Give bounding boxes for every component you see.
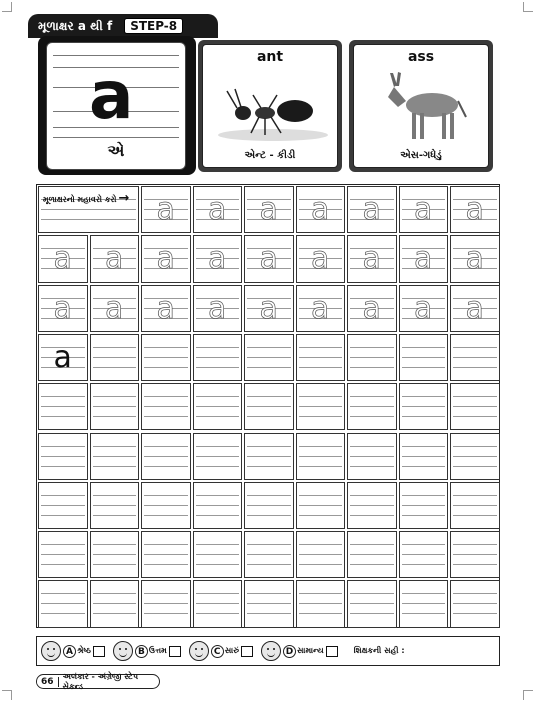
practice-cell[interactable] [90, 383, 140, 430]
practice-cell[interactable] [347, 482, 397, 529]
page-number: 66 [37, 677, 59, 687]
practice-cell[interactable] [141, 186, 191, 233]
crop-mark [523, 690, 533, 700]
trace-letter: a [414, 192, 433, 227]
page-footer [36, 671, 160, 691]
crop-mark [523, 2, 533, 12]
picture-card-ass [349, 40, 493, 172]
practice-cell[interactable] [296, 235, 346, 282]
trace-letter: a [259, 290, 278, 326]
trace-letter: a [259, 192, 278, 227]
crop-mark [2, 2, 12, 12]
trace-letter: a [259, 241, 278, 277]
practice-cell[interactable] [347, 334, 397, 381]
practice-cell[interactable] [141, 334, 191, 381]
practice-cell[interactable] [450, 186, 500, 233]
practice-cell[interactable] [296, 383, 346, 430]
practice-cell[interactable] [399, 186, 449, 233]
practice-cell[interactable] [193, 433, 243, 480]
trace-letter: a [465, 290, 484, 326]
practice-cell[interactable] [90, 334, 140, 381]
arrow-right-icon: → [118, 191, 130, 206]
practice-cell[interactable] [193, 580, 243, 627]
practice-cell[interactable] [450, 433, 500, 480]
practice-cell[interactable] [38, 285, 88, 332]
grade-label: શ્રેષ્ઠ [77, 646, 91, 655]
practice-cell[interactable] [244, 186, 294, 233]
letter-card [46, 42, 186, 170]
practice-cell[interactable] [347, 383, 397, 430]
instruction-cell [38, 186, 139, 233]
trace-letter: a [465, 192, 484, 227]
grade-label: સારું [224, 646, 240, 655]
practice-cell[interactable] [193, 334, 243, 381]
practice-cell[interactable] [38, 383, 88, 430]
practice-cell[interactable] [399, 580, 449, 627]
picture-caption: એસ-ગધેડું [400, 150, 442, 161]
trace-letter: a [53, 241, 72, 277]
practice-cell[interactable] [90, 580, 140, 627]
practice-cell[interactable] [193, 186, 243, 233]
trace-letter: a [362, 241, 381, 277]
trace-letter: a [105, 290, 124, 326]
practice-cell[interactable] [38, 580, 88, 627]
practice-cell[interactable] [347, 531, 397, 578]
smiley-face-icon [113, 641, 133, 661]
practice-cell[interactable] [244, 580, 294, 627]
practice-cell[interactable] [141, 235, 191, 282]
trace-letter: a [362, 192, 381, 227]
trace-letter: a [156, 290, 175, 326]
practice-cell[interactable] [38, 482, 88, 529]
big-letter: a [89, 57, 134, 134]
instruction-label: મૂળાક્ષરનો મહાવરો કરો [43, 195, 117, 204]
practice-cell[interactable] [244, 482, 294, 529]
practice-cell[interactable] [141, 531, 191, 578]
practice-cell[interactable] [399, 482, 449, 529]
practice-cell[interactable] [450, 235, 500, 282]
trace-letter: a [414, 241, 433, 277]
practice-cell[interactable] [296, 531, 346, 578]
grading-footer [36, 636, 500, 666]
trace-letter: a [208, 192, 227, 227]
practice-cell[interactable] [244, 334, 294, 381]
trace-letter: a [156, 241, 175, 277]
practice-cell[interactable] [296, 433, 346, 480]
smiley-face-icon [189, 641, 209, 661]
practice-cell[interactable] [38, 334, 88, 381]
practice-cell[interactable] [244, 235, 294, 282]
practice-cell[interactable] [450, 383, 500, 430]
grade-checkbox[interactable] [169, 646, 181, 657]
practice-cell[interactable] [399, 433, 449, 480]
practice-cell[interactable] [193, 235, 243, 282]
practice-cell[interactable] [141, 383, 191, 430]
grade-checkbox[interactable] [241, 646, 253, 657]
practice-cell[interactable] [399, 285, 449, 332]
practice-cell[interactable] [347, 235, 397, 282]
trace-letter: a [53, 290, 72, 326]
practice-cell[interactable] [193, 531, 243, 578]
practice-cell[interactable] [141, 482, 191, 529]
practice-cell[interactable] [38, 531, 88, 578]
practice-cell[interactable] [90, 482, 140, 529]
header-title: મૂળાક્ષર a થી f [38, 18, 113, 33]
practice-cell[interactable] [296, 580, 346, 627]
ant-image [213, 73, 333, 143]
donkey-image [374, 67, 474, 147]
trace-letter: a [414, 290, 433, 326]
practice-cell[interactable] [244, 433, 294, 480]
grade-letter: A [63, 645, 76, 658]
trace-letter: a [311, 192, 330, 227]
practice-cell[interactable] [193, 482, 243, 529]
grade-label: સામાન્ય [297, 646, 324, 655]
practice-cell[interactable] [244, 531, 294, 578]
trace-letter: a [465, 241, 484, 277]
practice-cell[interactable] [90, 433, 140, 480]
trace-letter: a [362, 290, 381, 326]
practice-cell[interactable] [296, 285, 346, 332]
picture-card-ant [198, 40, 342, 172]
practice-cell[interactable] [38, 433, 88, 480]
smiley-face-icon [41, 641, 61, 661]
practice-cell[interactable] [38, 235, 88, 282]
grade-letter: B [135, 645, 148, 658]
grade-checkbox[interactable] [93, 646, 105, 657]
picture-word: ant [256, 49, 284, 65]
practice-cell[interactable] [193, 285, 243, 332]
practice-cell[interactable] [141, 433, 191, 480]
trace-letter: a [208, 241, 227, 277]
practice-cell[interactable] [399, 383, 449, 430]
grade-letter: C [211, 645, 224, 658]
practice-cell[interactable] [347, 580, 397, 627]
practice-cell[interactable] [450, 482, 500, 529]
practice-cell[interactable] [90, 531, 140, 578]
grade-a [41, 641, 105, 661]
step-badge: STEP-8 [124, 18, 183, 34]
trace-letter: a [311, 241, 330, 277]
grade-checkbox[interactable] [326, 646, 338, 657]
practice-cell[interactable] [141, 580, 191, 627]
trace-letter: a [208, 290, 227, 326]
teacher-signature-label: શિક્ષકની સહી : [353, 646, 405, 655]
grade-label: ઉત્તમ [148, 646, 167, 655]
practice-cell[interactable] [244, 285, 294, 332]
grade-c [189, 641, 253, 661]
picture-caption: એન્ટ - કીડી [244, 150, 296, 161]
sample-letter: a [53, 339, 72, 375]
trace-letter: a [311, 290, 330, 326]
grade-letter: D [283, 645, 296, 658]
practice-cell[interactable] [296, 482, 346, 529]
practice-cell[interactable] [450, 334, 500, 381]
instruction-text [43, 193, 129, 206]
practice-cell[interactable] [347, 433, 397, 480]
letter-gujarati: એ [107, 141, 125, 160]
book-title: અલંકાર - અંગ્રેજી સ્ટેપ સેકન્ડ [62, 671, 139, 691]
practice-cell[interactable] [450, 531, 500, 578]
practice-cell[interactable] [399, 531, 449, 578]
practice-cell[interactable] [90, 235, 140, 282]
picture-word: ass [407, 49, 435, 65]
smiley-face-icon [261, 641, 281, 661]
practice-cell[interactable] [296, 186, 346, 233]
practice-cell[interactable] [347, 285, 397, 332]
practice-cell[interactable] [193, 383, 243, 430]
practice-cell[interactable] [399, 334, 449, 381]
trace-letter: a [105, 241, 124, 277]
practice-cell[interactable] [244, 383, 294, 430]
header-tab [28, 14, 218, 38]
practice-cell[interactable] [90, 285, 140, 332]
practice-cell[interactable] [399, 235, 449, 282]
practice-cell[interactable] [450, 580, 500, 627]
trace-letter: a [156, 192, 175, 227]
practice-cell[interactable] [141, 285, 191, 332]
practice-cell[interactable] [450, 285, 500, 332]
practice-cell[interactable] [347, 186, 397, 233]
practice-grid [36, 184, 500, 628]
crop-mark [2, 690, 12, 700]
practice-cell[interactable] [296, 334, 346, 381]
grade-d [261, 641, 338, 661]
grade-b [113, 641, 181, 661]
